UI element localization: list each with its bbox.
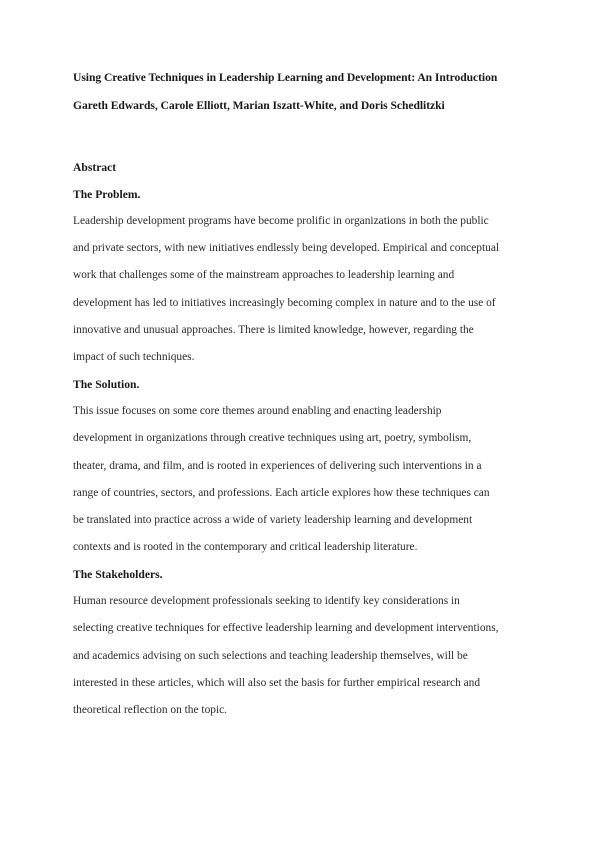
paper-authors: Gareth Edwards, Carole Elliott, Marian Iszatt-White, and Doris Schedlitzki (73, 99, 445, 112)
paper-title: Using Creative Techniques in Leadership Learning and Development: An Introduction (73, 71, 498, 84)
section-solution (73, 371, 533, 561)
section-heading: The Solution. (73, 378, 140, 392)
abstract-heading: Abstract (73, 161, 117, 174)
abstract-section (73, 154, 533, 724)
text-line: theater, drama, and film, and is rooted in experiences of delivering such interventions in a (73, 459, 482, 472)
text-line: work that challenges some of the mainstream approaches to leadership learning and (73, 269, 455, 282)
text-line: range of countries, sectors, and professions. Each article explores how these techniques can (73, 486, 490, 499)
text-line: interested in these articles, which will also set the basis for further empirical research and (73, 676, 481, 689)
text-line: impact of such techniques. (73, 350, 195, 363)
text-line: innovative and unusual approaches. There is limited knowledge, however, regarding the (73, 323, 474, 336)
text-line: and private sectors, with new initiatives endlessly being developed. Empirical and conceptual (73, 242, 500, 255)
section-problem (73, 181, 533, 371)
text-line: selecting creative techniques for effective leadership learning and development interventions, (73, 622, 499, 635)
text-line: be translated into practice across a wide of variety leadership learning and development (73, 513, 473, 526)
text-line: theoretical reflection on the topic. (73, 704, 228, 716)
section-stakeholders (73, 561, 533, 724)
section-paragraph (73, 208, 533, 371)
text-line: development has led to initiatives increasingly becoming complex in nature and to the use of (73, 296, 496, 309)
section-heading: The Problem. (73, 188, 141, 201)
text-line: Leadership development programs have become prolific in organizations in both the public (73, 215, 489, 227)
section-paragraph (73, 588, 533, 724)
section-heading: The Stakeholders. (73, 568, 163, 582)
text-line: development in organizations through creative techniques using art, poetry, symbolism, (73, 432, 472, 445)
text-line: Human resource development professionals seeking to identify key considerations in (73, 595, 460, 608)
text-line: contexts and is rooted in the contemporary and critical leadership literature. (73, 541, 418, 554)
text-line: and academics advising on such selections and teaching leadership themselves, will be (73, 649, 468, 662)
text-line: This issue focuses on some core themes around enabling and enacting leadership (73, 405, 442, 418)
section-paragraph (73, 398, 533, 561)
